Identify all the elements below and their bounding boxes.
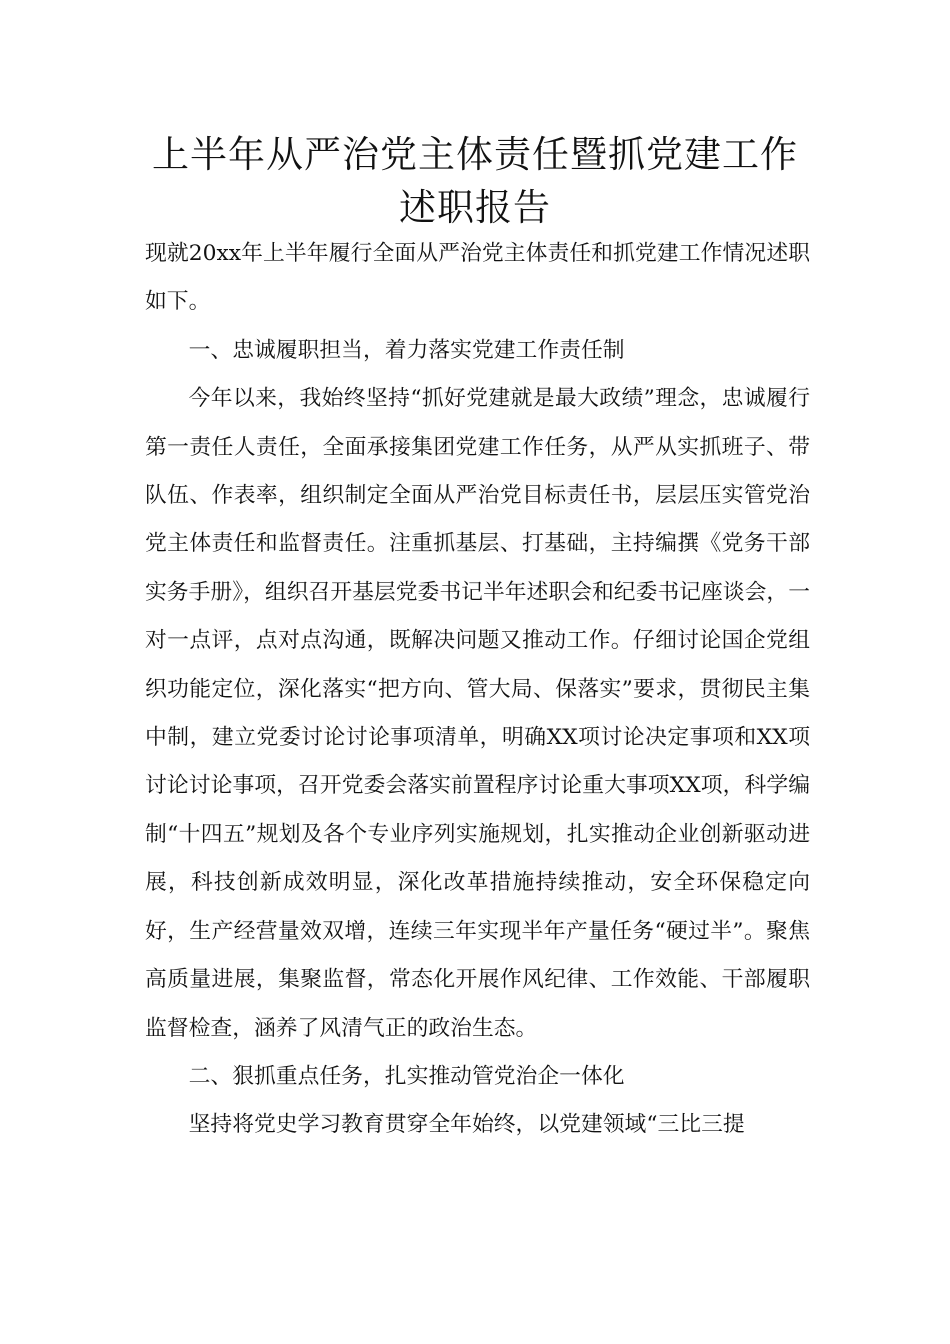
body-paragraph-2: 坚持将党史学习教育贯穿全年始终，以党建领域“三比三提 [188, 1112, 745, 1138]
intro-paragraph: 现就20xx年上半年履行全面从严治党主体责任和抓党建工作情况述职如下。 [145, 241, 810, 315]
body-paragraph-1: 今年以来，我始终坚持“抓好党建就是最大政绩”理念，忠诚履行第一责任人责任，全面承接集团党建工作任务，从严从实抓班子、带队伍、作表率，组织制定全面从严治党目标责任书，层层压实管党治党主体责任和监督责任。注重抓基层、打基础，主持编撰《党务干部实务手册》，组织召开基层党委书记半年述职会和纪委书记座谈会，一对一点评，点对点沟通，既解决问题又推动工作。仔细讨论国企党组织功能定位，深化落实“把方向、管大局、保落实”要求，贯彻民主集中制，建立党委讨论讨论事项清单，明确XX项讨论决定事项和XX项讨论讨论事项，召开党委会落实前置程序讨论重大事项XX项，科学编制“十四五”规划及各个专业序列实施规划，扎实推动企业创新驱动进展，科技创新成效明显，深化改革措施持续推动，安全环保稳定向好，生产经营量效双增，连续三年实现半年产量任务“硬过半”。聚焦高质量进展，集聚监督，常态化开展作风纪律、工作效能、干部履职监督检查，涵养了风清气正的政治生态。 [145, 386, 810, 1041]
title-line-1: 上半年从严治党主体责任暨抓党建工作 [152, 133, 798, 176]
document-body [145, 230, 810, 1150]
title-line-2: 述职报告 [399, 186, 551, 229]
section-heading-1: 一、忠诚履职担当，着力落实党建工作责任制 [188, 337, 625, 363]
section-heading-2: 二、狠抓重点任务，扎实推动管党治企一体化 [188, 1063, 625, 1089]
document-title [140, 128, 810, 234]
